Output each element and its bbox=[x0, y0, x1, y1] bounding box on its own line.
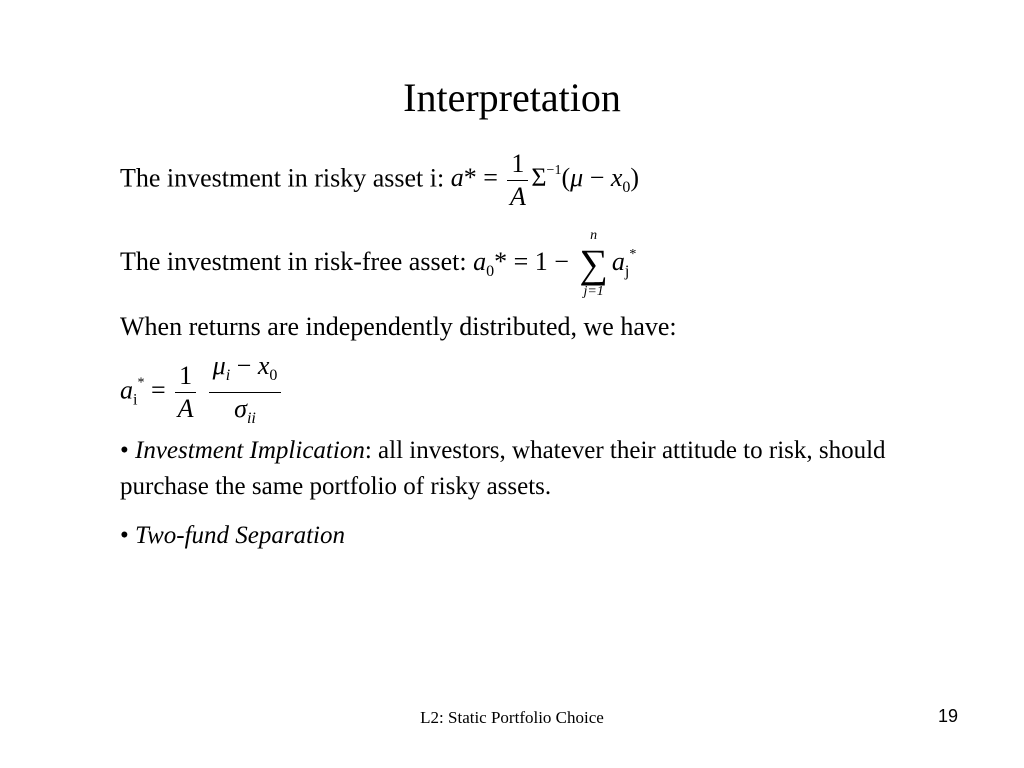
riskfree-asset-line bbox=[120, 228, 636, 300]
bullet1-text: : all investors, whatever their attitude to risk, should purchase the same portfolio of risky assets. bbox=[120, 437, 886, 500]
bullet-marker: • bbox=[120, 522, 129, 549]
independent-returns-text: When returns are independently distributed, we have: bbox=[120, 312, 677, 341]
bullet1-term: Investment Implication bbox=[135, 437, 365, 464]
slide-footer: L2: Static Portfolio Choice bbox=[420, 708, 604, 727]
page-number: 19 bbox=[938, 706, 959, 726]
slide-title: Interpretation bbox=[403, 75, 621, 120]
risky-asset-formula: a* = $\frac{1}{A}$ $\Sigma^{-1}(\mu - x_0)$ bbox=[450, 149, 640, 211]
riskfree-asset-label: The investment in risk-free asset: bbox=[120, 246, 467, 276]
independent-formula: $a_i^*$ = $\frac{1}{A}$ $\frac{\mu_i - x_0}{\sigma_{ii}}$ bbox=[120, 352, 284, 433]
bullet-marker: • bbox=[120, 437, 129, 464]
risky-asset-label: The investment in risky asset i: bbox=[120, 163, 445, 193]
riskfree-asset-formula: $a_0* = 1$ − n ∑ j=1 $a_j^*$ bbox=[473, 228, 637, 299]
risky-asset-line bbox=[120, 150, 639, 211]
bullet-investment-implication bbox=[120, 433, 940, 505]
bullet-two-fund-separation bbox=[120, 518, 940, 554]
bullet2-term: Two-fund Separation bbox=[135, 522, 345, 549]
